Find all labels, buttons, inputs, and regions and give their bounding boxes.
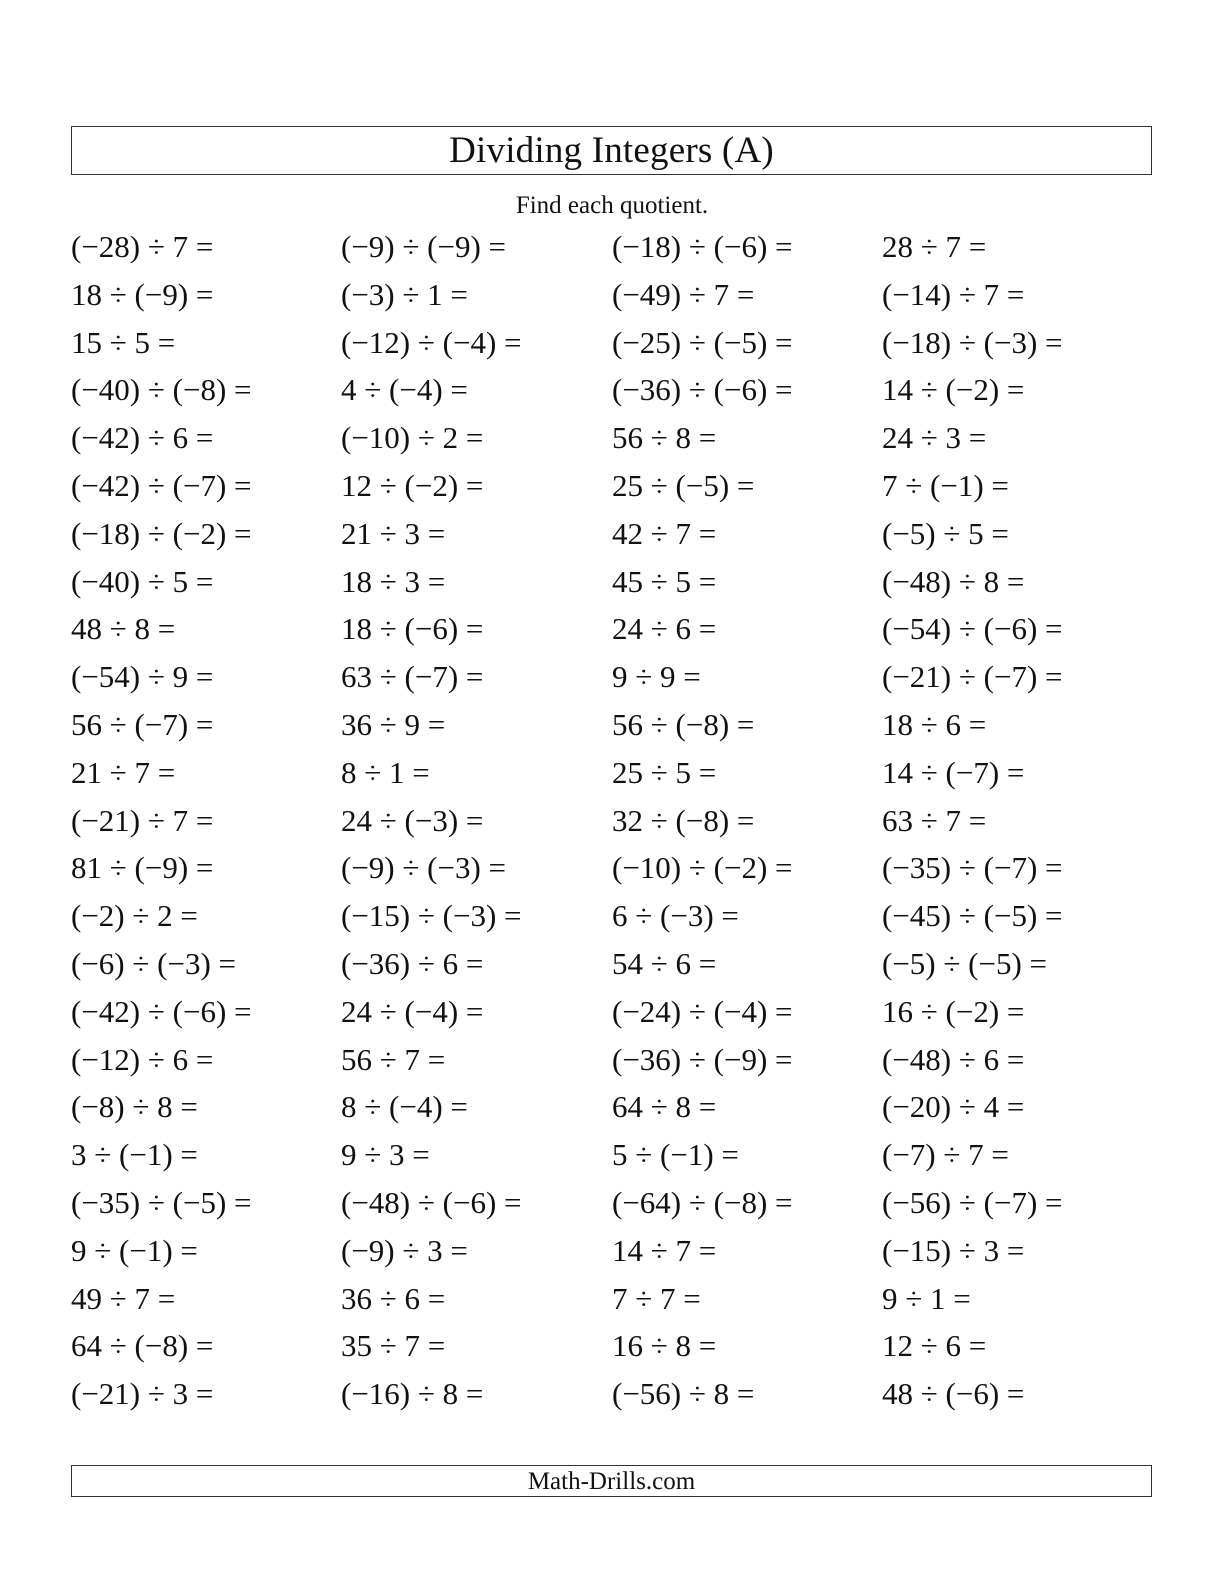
title-box [71, 126, 1152, 175]
problem-row [71, 1330, 1171, 1378]
problem-row [71, 422, 1171, 470]
problem: 16 ÷ (−2) = [882, 993, 1025, 1029]
worksheet-title: Dividing Integers (A) [449, 130, 774, 171]
problem-row [71, 467, 1171, 518]
problem-row [71, 1091, 1171, 1139]
problem: (−10) ÷ (−2) = [612, 850, 793, 886]
problem: 24 ÷ (−3) = [341, 802, 484, 838]
problem: 25 ÷ 5 = [612, 754, 717, 790]
problem: 56 ÷ (−7) = [71, 706, 214, 742]
problem: 48 ÷ (−6) = [882, 1376, 1025, 1412]
problem: (−7) ÷ 7 = [882, 1137, 1009, 1173]
problem: (−49) ÷ 7 = [612, 276, 755, 312]
problem: 14 ÷ (−7) = [882, 754, 1025, 790]
problem: 9 ÷ (−1) = [71, 1232, 198, 1268]
problem: (−10) ÷ 2 = [341, 420, 484, 456]
problem: (−56) ÷ 8 = [612, 1376, 755, 1412]
problem-row [71, 754, 1171, 805]
problem-row [71, 374, 1171, 422]
problem: 12 ÷ (−2) = [341, 467, 484, 503]
problem-row [71, 661, 1171, 709]
problem: 42 ÷ 7 = [612, 515, 717, 551]
problem: (−35) ÷ (−7) = [882, 850, 1063, 886]
problem: (−6) ÷ (−3) = [71, 945, 237, 981]
problem: (−9) ÷ (−9) = [341, 229, 507, 264]
problem: 8 ÷ 1 = [341, 754, 430, 790]
problem: (−28) ÷ 7 = [71, 229, 214, 264]
problem-row [71, 852, 1171, 900]
problem: 24 ÷ 3 = [882, 420, 987, 456]
problem-row [71, 945, 1171, 996]
problem: (−12) ÷ 6 = [71, 1041, 214, 1077]
problem-row [71, 515, 1171, 566]
problem: 54 ÷ 6 = [612, 945, 717, 981]
problem: 45 ÷ 5 = [612, 563, 717, 599]
problem: (−12) ÷ (−4) = [341, 324, 522, 360]
problem: (−20) ÷ 4 = [882, 1089, 1025, 1125]
problem: (−18) ÷ (−3) = [882, 324, 1063, 360]
problem-row [71, 1139, 1171, 1187]
problem-row [71, 1378, 1171, 1426]
problem: (−45) ÷ (−5) = [882, 898, 1063, 934]
problem: (−48) ÷ 8 = [882, 563, 1025, 599]
problem: 48 ÷ 8 = [71, 611, 176, 647]
problem-row [71, 1232, 1171, 1283]
problem: 12 ÷ 6 = [882, 1328, 987, 1364]
problem: 35 ÷ 7 = [341, 1328, 446, 1364]
problem-row [71, 324, 1171, 375]
problem: 63 ÷ (−7) = [341, 659, 484, 695]
problem: (−48) ÷ (−6) = [341, 1184, 522, 1220]
problem: (−3) ÷ 1 = [341, 276, 468, 312]
problem: 8 ÷ (−4) = [341, 1089, 468, 1125]
problem: (−54) ÷ (−6) = [882, 611, 1063, 647]
problem: 4 ÷ (−4) = [341, 372, 468, 408]
problem: (−9) ÷ 3 = [341, 1232, 468, 1268]
problem: (−18) ÷ (−2) = [71, 515, 252, 551]
problem: (−42) ÷ (−6) = [71, 993, 252, 1029]
problem: 9 ÷ 9 = [612, 659, 701, 695]
problem: 18 ÷ 3 = [341, 563, 446, 599]
problem: 56 ÷ 7 = [341, 1041, 446, 1077]
problem: 56 ÷ 8 = [612, 420, 717, 456]
problem: (−56) ÷ (−7) = [882, 1184, 1063, 1220]
problem: (−42) ÷ 6 = [71, 420, 214, 456]
problem-row [71, 802, 1171, 853]
problem: 24 ÷ (−4) = [341, 993, 484, 1029]
problem: (−5) ÷ 5 = [882, 515, 1009, 551]
problem: (−21) ÷ (−7) = [882, 659, 1063, 695]
problem: (−54) ÷ 9 = [71, 659, 214, 695]
problem-row [71, 1184, 1171, 1235]
problem: (−14) ÷ 7 = [882, 276, 1025, 312]
problem: 14 ÷ 7 = [612, 1232, 717, 1268]
problem: 5 ÷ (−1) = [612, 1137, 739, 1173]
problem: 3 ÷ (−1) = [71, 1137, 198, 1173]
footer-box [71, 1465, 1152, 1497]
problem: 64 ÷ (−8) = [71, 1328, 214, 1364]
problem: (−24) ÷ (−4) = [612, 993, 793, 1029]
problem: 49 ÷ 7 = [71, 1280, 176, 1316]
problem: 28 ÷ 7 = [882, 229, 987, 264]
problem: (−18) ÷ (−6) = [612, 229, 793, 264]
problem-row [71, 1280, 1171, 1331]
problem-row [71, 231, 1171, 279]
problem: (−40) ÷ (−8) = [71, 372, 252, 408]
problem: (−40) ÷ 5 = [71, 563, 214, 599]
problem: (−9) ÷ (−3) = [341, 850, 507, 886]
problem: (−21) ÷ 7 = [71, 802, 214, 838]
problem: 18 ÷ (−9) = [71, 276, 214, 312]
problem: 18 ÷ 6 = [882, 706, 987, 742]
problem: 15 ÷ 5 = [71, 324, 176, 360]
problem: (−15) ÷ 3 = [882, 1232, 1025, 1268]
problem: 18 ÷ (−6) = [341, 611, 484, 647]
problem-row [71, 1041, 1171, 1092]
problem-row [71, 993, 1171, 1044]
problem: 36 ÷ 9 = [341, 706, 446, 742]
problem-row [71, 276, 1171, 327]
problem: 56 ÷ (−8) = [612, 706, 755, 742]
problem: 9 ÷ 1 = [882, 1280, 971, 1316]
problem: 32 ÷ (−8) = [612, 802, 755, 838]
problem: 64 ÷ 8 = [612, 1089, 717, 1125]
instructions: Find each quotient. [515, 192, 709, 219]
problem: (−15) ÷ (−3) = [341, 898, 522, 934]
problem-row [71, 563, 1171, 614]
problem: 14 ÷ (−2) = [882, 372, 1025, 408]
problem: 7 ÷ 7 = [612, 1280, 701, 1316]
problem: 24 ÷ 6 = [612, 611, 717, 647]
problem: 63 ÷ 7 = [882, 802, 987, 838]
problem: 25 ÷ (−5) = [612, 467, 755, 503]
problem: 16 ÷ 8 = [612, 1328, 717, 1364]
problem: 36 ÷ 6 = [341, 1280, 446, 1316]
problem: (−36) ÷ (−9) = [612, 1041, 793, 1077]
problem: (−36) ÷ 6 = [341, 945, 484, 981]
problem: (−42) ÷ (−7) = [71, 467, 252, 503]
problem: (−25) ÷ (−5) = [612, 324, 793, 360]
problem-row [71, 613, 1171, 661]
problem: (−35) ÷ (−5) = [71, 1184, 252, 1220]
problem: (−64) ÷ (−8) = [612, 1184, 793, 1220]
problem: 6 ÷ (−3) = [612, 898, 739, 934]
problem: 21 ÷ 3 = [341, 515, 446, 551]
problem-grid [71, 231, 1171, 1426]
problem-row [71, 706, 1171, 757]
problem: 81 ÷ (−9) = [71, 850, 214, 886]
problem: (−5) ÷ (−5) = [882, 945, 1048, 981]
problem: (−36) ÷ (−6) = [612, 372, 793, 408]
problem: (−16) ÷ 8 = [341, 1376, 484, 1412]
footer-text: Math-Drills.com [527, 1467, 696, 1495]
problem: 21 ÷ 7 = [71, 754, 176, 790]
problem-row [71, 900, 1171, 948]
problem: 7 ÷ (−1) = [882, 467, 1009, 503]
problem: 9 ÷ 3 = [341, 1137, 430, 1173]
problem: (−2) ÷ 2 = [71, 898, 198, 934]
problem: (−21) ÷ 3 = [71, 1376, 214, 1412]
problem: (−48) ÷ 6 = [882, 1041, 1025, 1077]
problem: (−8) ÷ 8 = [71, 1089, 198, 1125]
